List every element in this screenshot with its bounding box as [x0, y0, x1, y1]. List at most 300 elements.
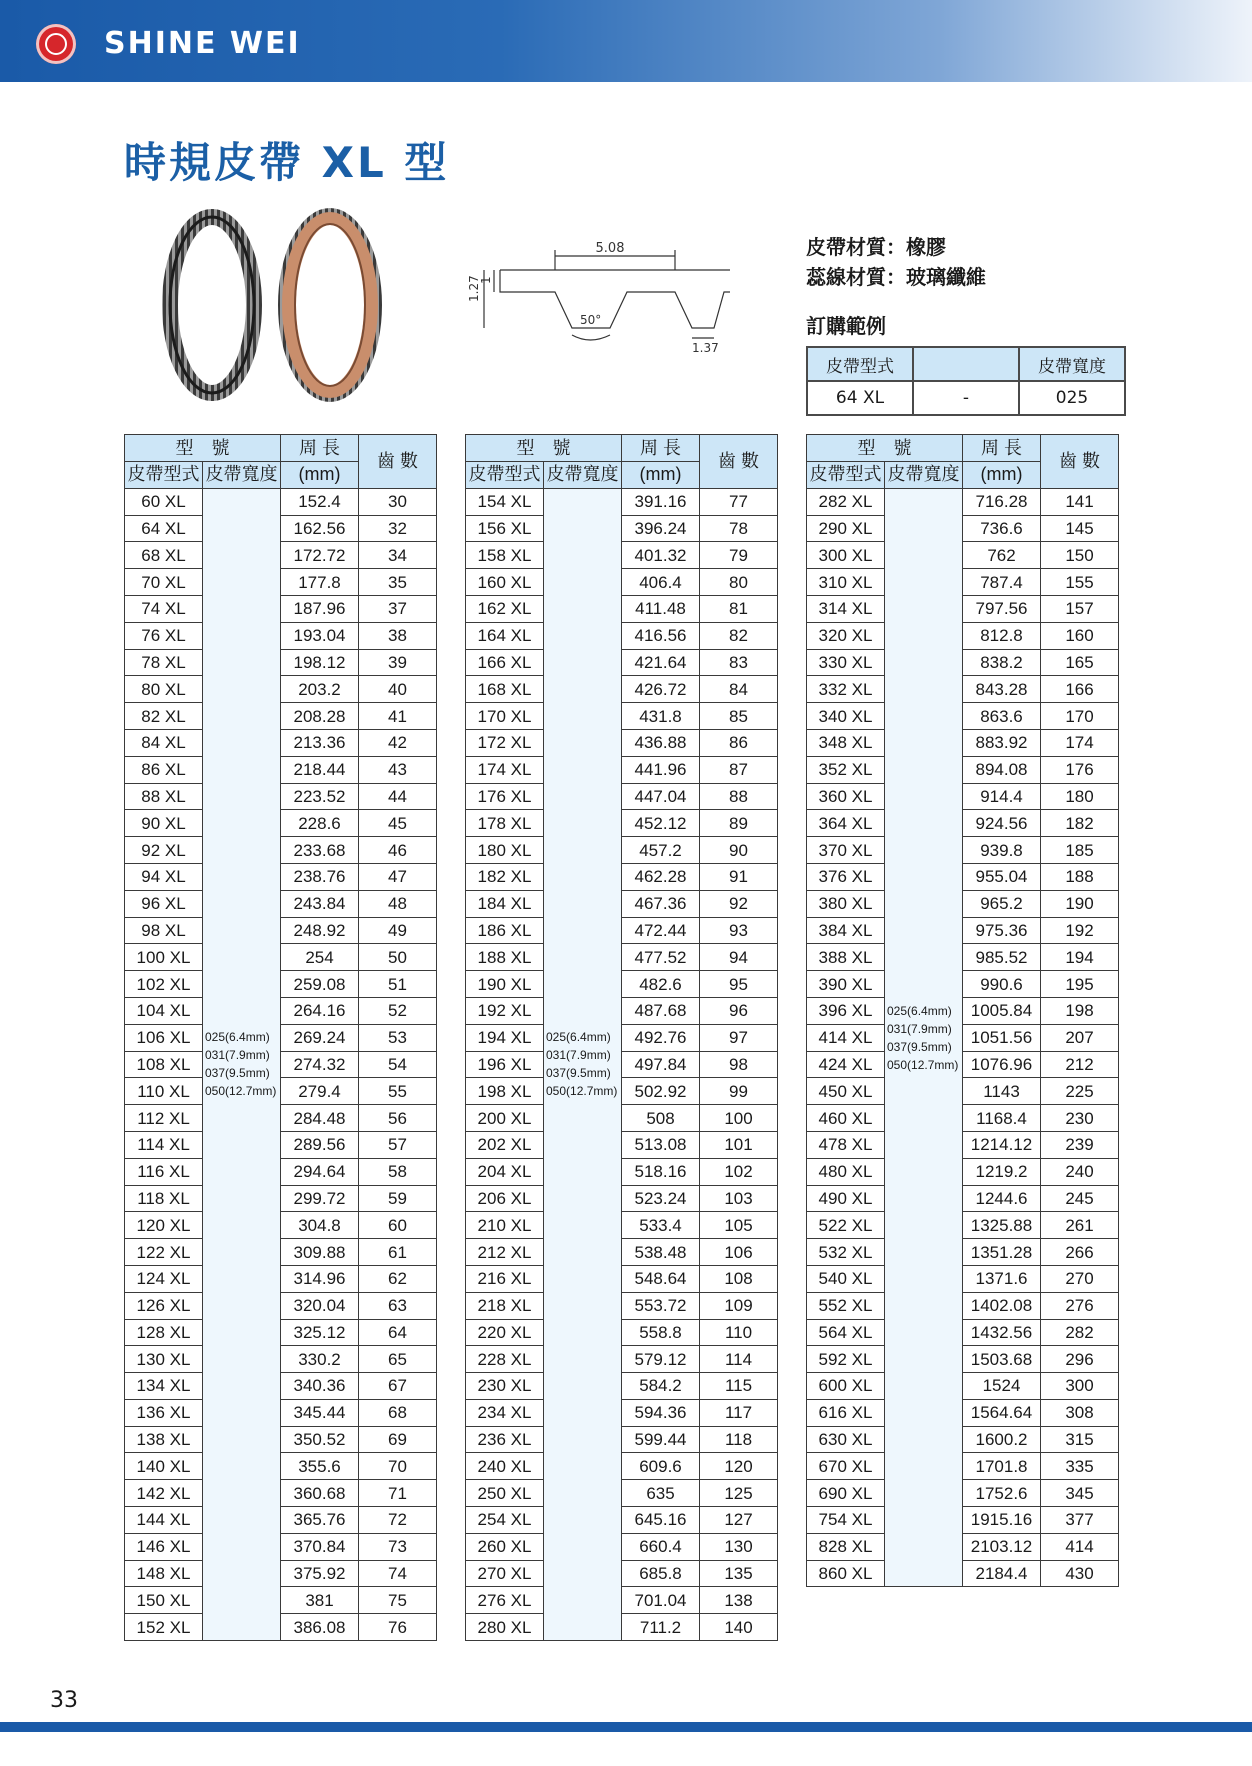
pitch-label: 5.08 [595, 241, 625, 256]
belt-length: 416.56 [622, 622, 700, 649]
table-row [807, 783, 1119, 810]
tooth-width-label: 1.37 [692, 341, 719, 355]
belt-length: 401.32 [622, 542, 700, 569]
belt-type: 236 XL [466, 1426, 544, 1453]
belt-length: 365.76 [281, 1507, 359, 1534]
table-row [466, 917, 778, 944]
tooth-count: 192 [1041, 917, 1119, 944]
belt-type: 340 XL [807, 703, 885, 730]
table-row [125, 1507, 437, 1534]
belt-type: 126 XL [125, 1292, 203, 1319]
tooth-count: 55 [359, 1078, 437, 1105]
tooth-count: 160 [1041, 622, 1119, 649]
table-row [466, 810, 778, 837]
belt-length: 1564.64 [963, 1399, 1041, 1426]
material-specs [806, 232, 986, 292]
tooth-count: 69 [359, 1426, 437, 1453]
table-row [466, 783, 778, 810]
tooth-count: 266 [1041, 1239, 1119, 1266]
table-row [807, 1239, 1119, 1266]
belt-length: 975.36 [963, 917, 1041, 944]
table-row [125, 1051, 437, 1078]
table-row [466, 1185, 778, 1212]
tooth-count: 114 [700, 1346, 778, 1373]
tooth-count: 102 [700, 1158, 778, 1185]
belt-length: 294.64 [281, 1158, 359, 1185]
belt-type: 60 XL [125, 488, 203, 515]
width-option: 050(12.7mm) [205, 1084, 277, 1099]
table-row [125, 1373, 437, 1400]
belt-length: 162.56 [281, 515, 359, 542]
belt-length: 391.16 [622, 488, 700, 515]
belt-type: 690 XL [807, 1480, 885, 1507]
belt-type: 162 XL [466, 595, 544, 622]
table-row [466, 703, 778, 730]
table-row [466, 1426, 778, 1453]
header-type: 皮帶型式 [807, 462, 885, 489]
belt-type: 186 XL [466, 917, 544, 944]
belt-length: 274.32 [281, 1051, 359, 1078]
tooth-height-label: 1 [479, 276, 493, 284]
belt-type: 64 XL [125, 515, 203, 542]
belt-type: 234 XL [466, 1399, 544, 1426]
belt-length: 508 [622, 1105, 700, 1132]
header-length: 周 長 [622, 435, 700, 462]
belt-type: 106 XL [125, 1024, 203, 1051]
tooth-count: 182 [1041, 810, 1119, 837]
tooth-count: 115 [700, 1373, 778, 1400]
belt-length: 548.64 [622, 1265, 700, 1292]
tooth-count: 282 [1041, 1319, 1119, 1346]
table-row [125, 1346, 437, 1373]
belt-type: 364 XL [807, 810, 885, 837]
belt-length: 1432.56 [963, 1319, 1041, 1346]
tooth-count: 51 [359, 971, 437, 998]
tooth-count: 141 [1041, 488, 1119, 515]
belt-length: 502.92 [622, 1078, 700, 1105]
table-row [125, 1158, 437, 1185]
table-row [807, 595, 1119, 622]
tooth-count: 71 [359, 1480, 437, 1507]
tooth-count: 72 [359, 1507, 437, 1534]
belt-type: 84 XL [125, 729, 203, 756]
belt-length: 482.6 [622, 971, 700, 998]
belt-length: 558.8 [622, 1319, 700, 1346]
tooth-count: 74 [359, 1560, 437, 1587]
table-row [466, 1373, 778, 1400]
tooth-count: 91 [700, 863, 778, 890]
order-example-label: 訂購範例 [806, 314, 886, 338]
table-row [125, 944, 437, 971]
header-width: 皮帶寬度 [203, 462, 281, 489]
tooth-count: 230 [1041, 1105, 1119, 1132]
table-row [125, 1185, 437, 1212]
table-row [466, 622, 778, 649]
tooth-count: 315 [1041, 1426, 1119, 1453]
table-row [807, 890, 1119, 917]
table-row [807, 1426, 1119, 1453]
tooth-count: 105 [700, 1212, 778, 1239]
table-row [466, 515, 778, 542]
belt-type: 490 XL [807, 1185, 885, 1212]
table-row [466, 595, 778, 622]
belt-length: 436.88 [622, 729, 700, 756]
belt-length: 1701.8 [963, 1453, 1041, 1480]
table-row [466, 1024, 778, 1051]
tooth-count: 135 [700, 1560, 778, 1587]
belt-length: 477.52 [622, 944, 700, 971]
table-row [807, 917, 1119, 944]
tooth-profile-diagram [467, 240, 740, 360]
table-row [466, 1533, 778, 1560]
header-bar [0, 0, 1252, 82]
table-row [807, 1373, 1119, 1400]
belt-type: 134 XL [125, 1373, 203, 1400]
order-header-type: 皮帶型式 [807, 347, 913, 381]
belt-type: 218 XL [466, 1292, 544, 1319]
belt-length: 883.92 [963, 729, 1041, 756]
belt-length: 350.52 [281, 1426, 359, 1453]
belt-length: 1051.56 [963, 1024, 1041, 1051]
table-row [125, 622, 437, 649]
tooth-count: 47 [359, 863, 437, 890]
table-row [466, 1105, 778, 1132]
table-row [125, 1078, 437, 1105]
tooth-count: 84 [700, 676, 778, 703]
tooth-count: 35 [359, 569, 437, 596]
table-row [125, 1265, 437, 1292]
belt-type: 146 XL [125, 1533, 203, 1560]
table-row [807, 997, 1119, 1024]
belt-type: 100 XL [125, 944, 203, 971]
table-row [807, 1292, 1119, 1319]
belt-type: 600 XL [807, 1373, 885, 1400]
page-number: 33 [50, 1688, 78, 1713]
table-row [125, 756, 437, 783]
table-row [466, 756, 778, 783]
tooth-count: 335 [1041, 1453, 1119, 1480]
table-row [125, 971, 437, 998]
belt-length: 360.68 [281, 1480, 359, 1507]
table-row [125, 1587, 437, 1614]
belt-length: 812.8 [963, 622, 1041, 649]
belt-length: 279.4 [281, 1078, 359, 1105]
belt-length: 396.24 [622, 515, 700, 542]
belt-length: 645.16 [622, 1507, 700, 1534]
belt-type: 122 XL [125, 1239, 203, 1266]
belt-type: 564 XL [807, 1319, 885, 1346]
tooth-count: 53 [359, 1024, 437, 1051]
belt-length: 375.92 [281, 1560, 359, 1587]
tooth-count: 67 [359, 1373, 437, 1400]
belt-length: 299.72 [281, 1185, 359, 1212]
belt-type: 86 XL [125, 756, 203, 783]
company-logo-icon [36, 24, 76, 64]
tooth-count: 62 [359, 1265, 437, 1292]
belt-type: 478 XL [807, 1131, 885, 1158]
belt-type: 164 XL [466, 622, 544, 649]
belt-type: 540 XL [807, 1265, 885, 1292]
tooth-count: 212 [1041, 1051, 1119, 1078]
tooth-count: 85 [700, 703, 778, 730]
tooth-count: 64 [359, 1319, 437, 1346]
belt-type: 112 XL [125, 1105, 203, 1132]
table-row [125, 917, 437, 944]
table-row [466, 1212, 778, 1239]
table-row [125, 783, 437, 810]
tooth-count: 276 [1041, 1292, 1119, 1319]
table-row [807, 1265, 1119, 1292]
belt-type: 194 XL [466, 1024, 544, 1051]
tooth-count: 78 [700, 515, 778, 542]
table-row [807, 971, 1119, 998]
table-row [125, 676, 437, 703]
table-row [807, 1480, 1119, 1507]
width-options [203, 488, 281, 1640]
tooth-count: 185 [1041, 837, 1119, 864]
belt-length: 1005.84 [963, 997, 1041, 1024]
table-row [466, 649, 778, 676]
table-row [807, 944, 1119, 971]
header-length: 周 長 [963, 435, 1041, 462]
belt-type: 124 XL [125, 1265, 203, 1292]
belt-type: 616 XL [807, 1399, 885, 1426]
belt-length: 441.96 [622, 756, 700, 783]
belt-type: 860 XL [807, 1560, 885, 1587]
table-row [466, 1239, 778, 1266]
order-header-width: 皮帶寬度 [1019, 347, 1125, 381]
belt-type: 148 XL [125, 1560, 203, 1587]
header-unit: (mm) [963, 462, 1041, 489]
belt-length: 538.48 [622, 1239, 700, 1266]
belt-type: 170 XL [466, 703, 544, 730]
table-row [466, 971, 778, 998]
tooth-count: 157 [1041, 595, 1119, 622]
table-row [125, 997, 437, 1024]
belt-length: 2103.12 [963, 1533, 1041, 1560]
table-row [466, 863, 778, 890]
tooth-count: 82 [700, 622, 778, 649]
tooth-count: 93 [700, 917, 778, 944]
tooth-count: 30 [359, 488, 437, 515]
tooth-count: 65 [359, 1346, 437, 1373]
belt-type: 212 XL [466, 1239, 544, 1266]
belt-type: 592 XL [807, 1346, 885, 1373]
belt-type: 290 XL [807, 515, 885, 542]
belt-length: 894.08 [963, 756, 1041, 783]
table-row [807, 1453, 1119, 1480]
belt-type: 204 XL [466, 1158, 544, 1185]
belt-type: 352 XL [807, 756, 885, 783]
belt-length: 426.72 [622, 676, 700, 703]
table-row [125, 569, 437, 596]
belt-length: 152.4 [281, 488, 359, 515]
belt-length: 309.88 [281, 1239, 359, 1266]
belt-length: 248.92 [281, 917, 359, 944]
tooth-count: 73 [359, 1533, 437, 1560]
tooth-count: 239 [1041, 1131, 1119, 1158]
belt-type: 142 XL [125, 1480, 203, 1507]
tooth-count: 176 [1041, 756, 1119, 783]
tooth-count: 61 [359, 1239, 437, 1266]
tooth-count: 70 [359, 1453, 437, 1480]
tooth-count: 225 [1041, 1078, 1119, 1105]
tooth-count: 180 [1041, 783, 1119, 810]
table-row [125, 595, 437, 622]
order-value-sep: - [913, 381, 1019, 415]
spec-table-1 [124, 434, 437, 1641]
belt-length: 1219.2 [963, 1158, 1041, 1185]
belt-length: 523.24 [622, 1185, 700, 1212]
tooth-count: 54 [359, 1051, 437, 1078]
belt-type: 92 XL [125, 837, 203, 864]
tooth-count: 99 [700, 1078, 778, 1105]
tooth-count: 40 [359, 676, 437, 703]
belt-length: 1214.12 [963, 1131, 1041, 1158]
tooth-count: 77 [700, 488, 778, 515]
tooth-count: 32 [359, 515, 437, 542]
width-option: 037(9.5mm) [546, 1066, 611, 1081]
belt-length: 553.72 [622, 1292, 700, 1319]
belt-type: 128 XL [125, 1319, 203, 1346]
tooth-count: 300 [1041, 1373, 1119, 1400]
belt-type: 332 XL [807, 676, 885, 703]
belt-length: 218.44 [281, 756, 359, 783]
belt-length: 381 [281, 1587, 359, 1614]
header-width: 皮帶寬度 [885, 462, 963, 489]
belt-type: 460 XL [807, 1105, 885, 1132]
belt-type: 80 XL [125, 676, 203, 703]
belt-type: 450 XL [807, 1078, 885, 1105]
header-teeth: 齒 數 [1041, 435, 1119, 489]
tooth-count: 140 [700, 1614, 778, 1641]
table-row [125, 1399, 437, 1426]
belt-length: 584.2 [622, 1373, 700, 1400]
table-row [807, 1212, 1119, 1239]
belt-type: 172 XL [466, 729, 544, 756]
belt-length: 579.12 [622, 1346, 700, 1373]
belt-length: 284.48 [281, 1105, 359, 1132]
belt-length: 635 [622, 1480, 700, 1507]
belt-length: 716.28 [963, 488, 1041, 515]
belt-length: 228.6 [281, 810, 359, 837]
belt-type: 320 XL [807, 622, 885, 649]
header-type: 皮帶型式 [125, 462, 203, 489]
belt-length: 914.4 [963, 783, 1041, 810]
belt-length: 238.76 [281, 863, 359, 890]
table-row [466, 1131, 778, 1158]
footer-bar [0, 1722, 1252, 1732]
belt-type: 522 XL [807, 1212, 885, 1239]
belt-length: 1915.16 [963, 1507, 1041, 1534]
tooth-count: 96 [700, 997, 778, 1024]
table-row [807, 1533, 1119, 1560]
table-row [466, 890, 778, 917]
belt-type: 396 XL [807, 997, 885, 1024]
tooth-count: 80 [700, 569, 778, 596]
belt-length: 492.76 [622, 1024, 700, 1051]
tooth-count: 92 [700, 890, 778, 917]
table-row [466, 1507, 778, 1534]
belt-length: 985.52 [963, 944, 1041, 971]
order-header-blank [913, 347, 1019, 381]
belt-type: 552 XL [807, 1292, 885, 1319]
tooth-count: 117 [700, 1399, 778, 1426]
tooth-count: 49 [359, 917, 437, 944]
tooth-count: 37 [359, 595, 437, 622]
tooth-count: 56 [359, 1105, 437, 1132]
belt-type: 754 XL [807, 1507, 885, 1534]
belt-length: 863.6 [963, 703, 1041, 730]
table-row [466, 1078, 778, 1105]
belt-type: 180 XL [466, 837, 544, 864]
belt-type: 376 XL [807, 863, 885, 890]
belt-length: 193.04 [281, 622, 359, 649]
belt-length: 187.96 [281, 595, 359, 622]
table-row [466, 676, 778, 703]
belt-length: 838.2 [963, 649, 1041, 676]
header-width: 皮帶寬度 [544, 462, 622, 489]
belt-length: 259.08 [281, 971, 359, 998]
tooth-count: 188 [1041, 863, 1119, 890]
belt-type: 196 XL [466, 1051, 544, 1078]
order-value-width: 025 [1019, 381, 1125, 415]
tooth-count: 42 [359, 729, 437, 756]
tooth-count: 145 [1041, 515, 1119, 542]
belt-length: 213.36 [281, 729, 359, 756]
belt-length: 685.8 [622, 1560, 700, 1587]
order-example-table [806, 346, 1126, 416]
belt-type: 348 XL [807, 729, 885, 756]
belt-length: 1244.6 [963, 1185, 1041, 1212]
belt-type: 424 XL [807, 1051, 885, 1078]
belt-length: 386.08 [281, 1614, 359, 1641]
tooth-count: 87 [700, 756, 778, 783]
tooth-count: 46 [359, 837, 437, 864]
belt-type: 230 XL [466, 1373, 544, 1400]
belt-type: 104 XL [125, 997, 203, 1024]
belt-length: 325.12 [281, 1319, 359, 1346]
belt-length: 172.72 [281, 542, 359, 569]
tooth-count: 120 [700, 1453, 778, 1480]
tooth-count: 68 [359, 1399, 437, 1426]
belt-length: 269.24 [281, 1024, 359, 1051]
table-row [125, 810, 437, 837]
belt-length: 233.68 [281, 837, 359, 864]
table-row [807, 1131, 1119, 1158]
table-row [125, 729, 437, 756]
tooth-count: 127 [700, 1507, 778, 1534]
belt-type: 198 XL [466, 1078, 544, 1105]
table-row [807, 1051, 1119, 1078]
table-row [807, 810, 1119, 837]
belt-length: 406.4 [622, 569, 700, 596]
width-options [544, 488, 622, 1640]
table-row [466, 1399, 778, 1426]
belt-type: 156 XL [466, 515, 544, 542]
belt-type: 310 XL [807, 569, 885, 596]
table-row [125, 515, 437, 542]
header-teeth: 齒 數 [359, 435, 437, 489]
belt-type: 184 XL [466, 890, 544, 917]
table-row [807, 1560, 1119, 1587]
belt-type: 216 XL [466, 1265, 544, 1292]
belt-type: 120 XL [125, 1212, 203, 1239]
table-row [125, 1319, 437, 1346]
width-option: 025(6.4mm) [887, 1003, 952, 1018]
tooth-count: 60 [359, 1212, 437, 1239]
belt-type: 210 XL [466, 1212, 544, 1239]
